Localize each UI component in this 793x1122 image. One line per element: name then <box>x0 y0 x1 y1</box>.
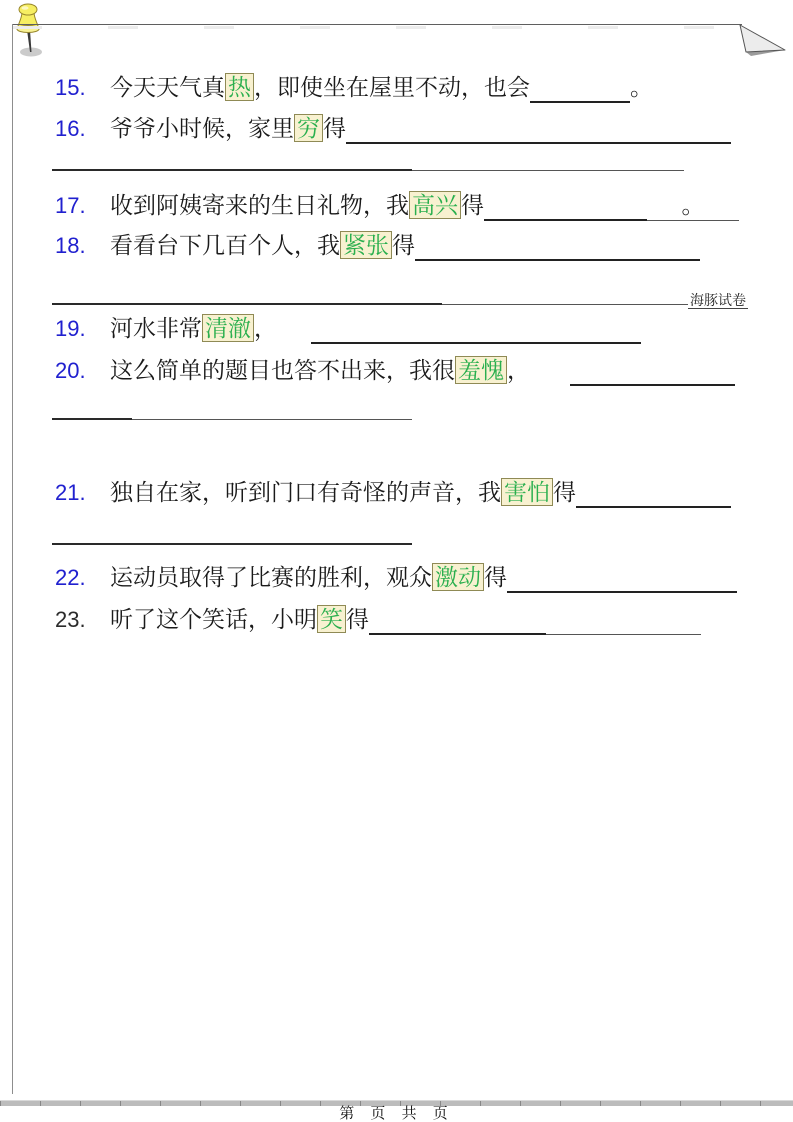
question-text: 这么简单的题目也答不出来，我很 <box>110 357 455 383</box>
highlighted-word: 害怕 <box>501 478 553 506</box>
question-text: 河水非常 <box>110 315 202 341</box>
answer-blank[interactable] <box>346 115 731 144</box>
highlighted-word: 笑 <box>317 605 346 633</box>
highlighted-word: 激动 <box>432 563 484 591</box>
answer-blank[interactable]: 。 <box>647 192 739 221</box>
blank-line-segment <box>52 169 412 171</box>
question-text: ， <box>507 357 530 383</box>
blank-line-segment <box>132 419 412 420</box>
question-number: 17. <box>55 193 86 218</box>
question-text: ，即使坐在屋里不动，也会 <box>254 74 530 100</box>
answer-blank[interactable] <box>546 606 701 635</box>
question-row <box>55 604 701 635</box>
continuation-blank-line[interactable] <box>52 543 412 545</box>
question-row <box>55 72 653 103</box>
answer-blank[interactable] <box>415 232 700 261</box>
blank-line-segment <box>52 418 132 420</box>
question-text: 爷爷小时候，家里 <box>110 115 294 141</box>
question-number: 21. <box>55 480 86 505</box>
question-row <box>55 313 641 344</box>
blank-line-segment <box>442 304 688 305</box>
answer-blank[interactable] <box>570 357 735 386</box>
question-row <box>55 230 700 261</box>
question-row <box>55 477 731 508</box>
continuation-blank-line[interactable] <box>52 418 412 420</box>
highlighted-word: 热 <box>225 73 254 101</box>
page-top-border <box>12 24 742 25</box>
blank-line-segment <box>412 170 684 171</box>
question-number: 22. <box>55 565 86 590</box>
question-text: 看看台下几百个人，我 <box>110 232 340 258</box>
question-text: 收到阿姨寄来的生日礼物，我 <box>110 192 409 218</box>
page-left-border <box>12 24 13 1094</box>
answer-blank[interactable] <box>484 192 647 221</box>
highlighted-word: 羞愧 <box>455 356 507 384</box>
watermark-label: 海豚试卷 <box>690 292 746 308</box>
question-text: 得 <box>392 232 415 258</box>
question-text: 得 <box>346 606 369 632</box>
question-text: 得 <box>461 192 484 218</box>
question-text: ， <box>254 315 277 341</box>
question-text: 运动员取得了比赛的胜利，观众 <box>110 564 432 590</box>
question-number: 20. <box>55 358 86 383</box>
question-number: 16. <box>55 116 86 141</box>
answer-blank[interactable] <box>369 606 546 635</box>
question-text: 听了这个笑话，小明 <box>110 606 317 632</box>
blank-line-segment <box>52 303 442 305</box>
highlighted-word: 清澈 <box>202 314 254 342</box>
question-number: 23. <box>55 607 86 632</box>
question-text: 得 <box>484 564 507 590</box>
continuation-blank-line[interactable] <box>52 292 748 308</box>
answer-blank[interactable] <box>311 315 641 344</box>
answer-blank[interactable] <box>507 564 737 593</box>
question-text: 独自在家，听到门口有奇怪的声音，我 <box>110 479 501 505</box>
answer-blank[interactable] <box>530 74 630 103</box>
page-curl-icon <box>738 24 790 63</box>
question-row <box>55 190 739 221</box>
continuation-blank-line[interactable] <box>52 169 684 171</box>
question-text: 得 <box>553 479 576 505</box>
highlighted-word: 高兴 <box>409 191 461 219</box>
question-row <box>55 113 731 144</box>
question-number: 15. <box>55 75 86 100</box>
question-number: 19. <box>55 316 86 341</box>
highlighted-word: 紧张 <box>340 231 392 259</box>
question-text: 得 <box>323 115 346 141</box>
answer-blank[interactable] <box>576 479 731 508</box>
highlighted-word: 穷 <box>294 114 323 142</box>
question-row <box>55 562 737 593</box>
question-row <box>55 355 735 386</box>
page-footer: 第 页 共 页 <box>339 1105 454 1122</box>
blank-line-segment <box>52 543 412 545</box>
page-top-ticks <box>12 26 742 29</box>
question-text: 今天天气真 <box>110 74 225 100</box>
question-number: 18. <box>55 233 86 258</box>
question-text: 。 <box>630 74 653 100</box>
